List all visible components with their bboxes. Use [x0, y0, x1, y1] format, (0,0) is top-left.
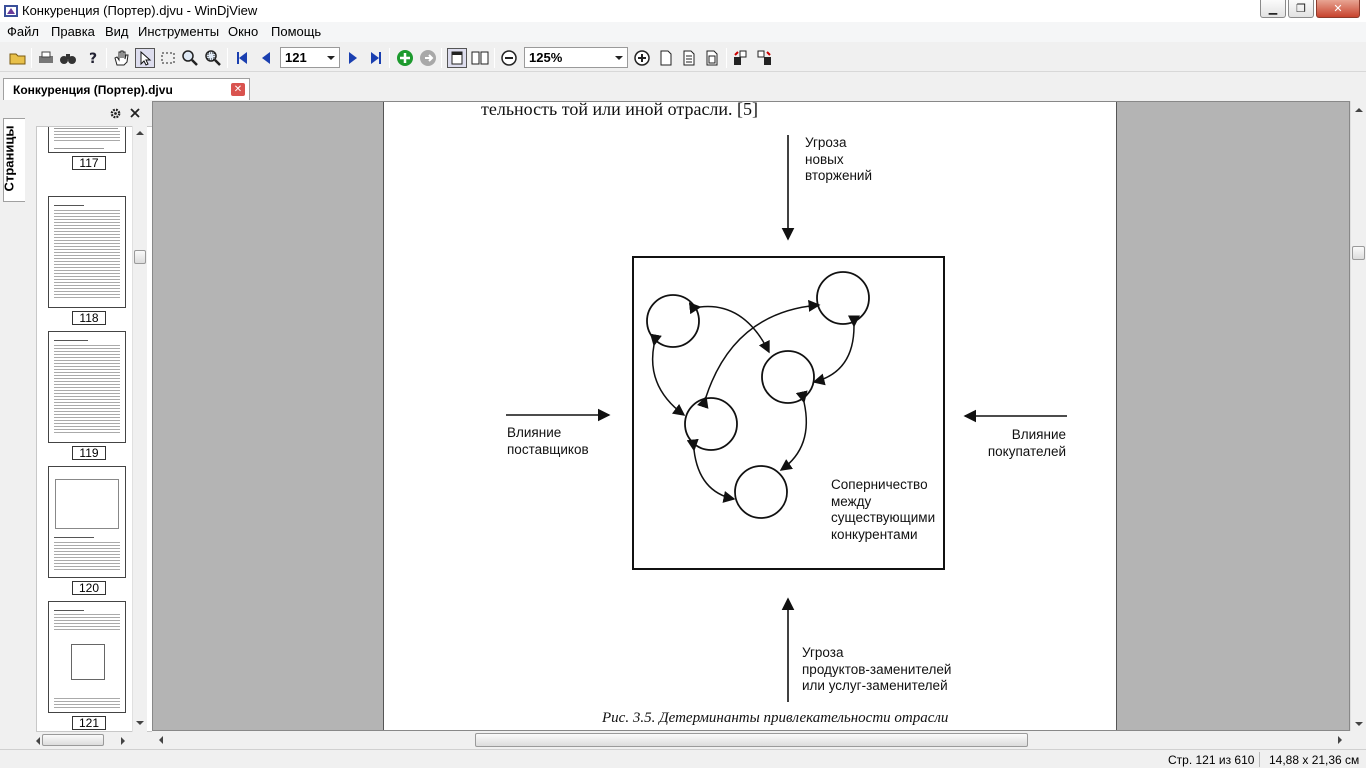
help-icon[interactable]	[83, 48, 103, 68]
status-page-size: 14,88 x 21,36 см	[1269, 753, 1360, 767]
competitor-circle	[817, 272, 869, 324]
open-icon[interactable]	[8, 48, 28, 68]
menu-view[interactable]: Вид	[105, 24, 129, 39]
page-number-120[interactable]: 120	[72, 581, 106, 595]
fit-width-icon[interactable]	[679, 48, 699, 68]
window-title: Конкуренция (Портер).djvu - WinDjView	[22, 3, 258, 18]
menu-file[interactable]: Файл	[7, 24, 39, 39]
app-icon	[3, 3, 19, 19]
thumbnails-vertical-scrollbar[interactable]	[132, 126, 147, 732]
scroll-right-icon[interactable]	[1337, 736, 1343, 744]
next-page-icon[interactable]	[343, 48, 363, 68]
rect-select-icon[interactable]	[158, 48, 178, 68]
menu-window[interactable]: Окно	[228, 24, 259, 39]
thumbnail-117[interactable]	[48, 126, 126, 153]
tab-pages[interactable]	[3, 118, 25, 202]
menu-help[interactable]: Помощь	[271, 24, 322, 39]
competitor-circle	[685, 398, 737, 450]
rivalry-arrow	[781, 402, 806, 470]
close-icon[interactable]	[129, 107, 141, 119]
page-number-117[interactable]: 117	[72, 156, 106, 170]
page-number-118[interactable]: 118	[72, 311, 106, 325]
menu-tools[interactable]: Инструменты	[138, 24, 220, 39]
zoom-combo[interactable]	[524, 47, 628, 68]
document-page	[383, 102, 1117, 731]
document-vertical-scrollbar[interactable]	[1350, 101, 1366, 731]
thumbnails-horizontal-scrollbar[interactable]	[30, 733, 132, 748]
menu-edit[interactable]: Правка	[51, 24, 95, 39]
page-number-119[interactable]: 119	[72, 446, 106, 460]
single-page-icon[interactable]	[447, 48, 467, 68]
competitor-circle	[762, 351, 814, 403]
back-icon[interactable]	[395, 48, 415, 68]
last-page-icon[interactable]	[366, 48, 386, 68]
rivalry-label: Соперничество между существующими конкурентами	[831, 477, 936, 542]
status-page: Стр. 121 из 610	[1168, 753, 1255, 767]
rivalry-arrow	[694, 450, 734, 499]
page-number-combo[interactable]	[280, 47, 340, 68]
page-number-121[interactable]: 121	[72, 716, 106, 730]
prev-page-icon[interactable]	[256, 48, 276, 68]
thumbnail-121[interactable]	[48, 601, 126, 713]
porter-five-forces-diagram	[384, 102, 1118, 731]
fit-page-icon[interactable]	[702, 48, 722, 68]
toolbar	[0, 44, 1366, 72]
svg-text:?: ?	[89, 51, 98, 66]
maximize-button[interactable]: ❐	[1288, 0, 1314, 18]
threat-substitutes-label: Угроза продуктов-заменителей или услуг-заменителей	[802, 645, 952, 693]
menu-bar	[0, 22, 1366, 42]
scroll-left-icon[interactable]	[158, 736, 164, 744]
select-icon[interactable]	[135, 48, 155, 68]
zoom-in-icon[interactable]	[632, 48, 652, 68]
find-icon[interactable]	[58, 48, 78, 68]
rotate-right-icon[interactable]	[754, 48, 774, 68]
suppliers-label: Влияние поставщиков	[507, 425, 589, 457]
scroll-up-icon[interactable]	[1355, 107, 1363, 113]
tab-document-label: Конкуренция (Портер).djvu	[13, 83, 173, 97]
scroll-right-icon[interactable]	[120, 737, 126, 745]
figure-caption: Рис. 3.5. Детерминанты привлекательности отрасли	[602, 710, 949, 726]
rivalry-arrow	[653, 345, 684, 415]
zoom-value: 125%	[529, 50, 563, 65]
print-icon[interactable]	[36, 48, 56, 68]
forward-icon[interactable]	[418, 48, 438, 68]
minimize-button[interactable]: ▁	[1260, 0, 1286, 18]
thumbnail-119[interactable]	[48, 331, 126, 443]
thumbnails-hscroll-thumb[interactable]	[42, 734, 104, 746]
rivalry-arrow	[814, 326, 854, 382]
buyers-label: Влияние покупателей	[987, 427, 1066, 459]
page-top-text: тельность той или иной отрасли. [5]	[481, 101, 759, 119]
gear-icon[interactable]	[109, 107, 122, 120]
actual-size-icon[interactable]	[656, 48, 676, 68]
title-bar	[0, 0, 1366, 22]
scroll-up-icon[interactable]	[136, 130, 144, 136]
chevron-down-icon[interactable]	[615, 56, 623, 60]
hand-icon[interactable]	[111, 48, 131, 68]
document-vscroll-thumb[interactable]	[1352, 246, 1365, 260]
competitor-circle	[647, 295, 699, 347]
zoom-rect-icon[interactable]	[203, 48, 223, 68]
status-bar	[0, 749, 1366, 768]
chevron-down-icon[interactable]	[327, 56, 335, 60]
rotate-left-icon[interactable]	[731, 48, 751, 68]
thumbnail-118[interactable]	[48, 196, 126, 308]
document-tabs	[0, 76, 1366, 100]
panel-header	[26, 101, 150, 125]
two-pages-icon[interactable]	[470, 48, 490, 68]
first-page-icon[interactable]	[232, 48, 252, 68]
document-horizontal-scrollbar[interactable]	[152, 731, 1350, 749]
thumbnail-120[interactable]	[48, 466, 126, 578]
scroll-left-icon[interactable]	[35, 737, 41, 745]
scroll-down-icon[interactable]	[136, 720, 144, 726]
threat-new-entrants-label: Угроза новых вторжений	[805, 135, 872, 183]
document-view[interactable]	[152, 101, 1350, 731]
competitor-circle	[735, 466, 787, 518]
close-window-button[interactable]: ✕	[1316, 0, 1360, 18]
close-tab-icon[interactable]: ✕	[231, 83, 245, 96]
tab-pages-label: Страницы	[1, 125, 17, 192]
tab-document[interactable]	[3, 78, 250, 100]
zoom-out-icon[interactable]	[499, 48, 519, 68]
page-number-value: 121	[285, 50, 307, 65]
magnifier-icon[interactable]	[180, 48, 200, 68]
scroll-down-icon[interactable]	[1355, 721, 1363, 727]
document-hscroll-thumb[interactable]	[475, 733, 1028, 747]
thumbnails-vscroll-thumb[interactable]	[134, 250, 146, 264]
